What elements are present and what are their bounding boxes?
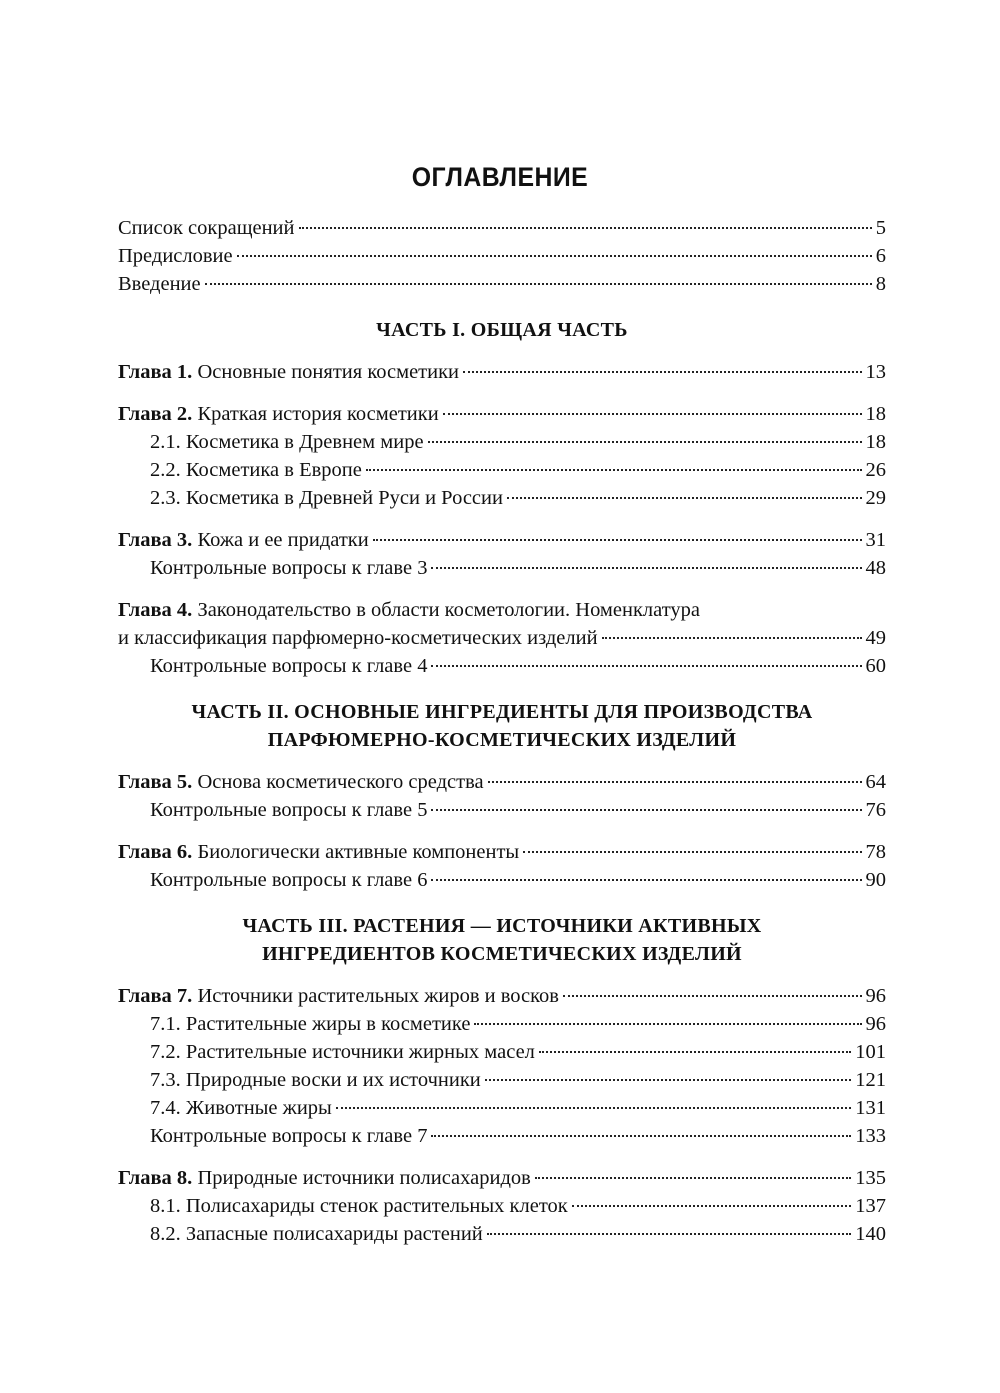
toc-entry-label xyxy=(118,526,369,554)
part-heading-line: ЧАСТЬ III. РАСТЕНИЯ — ИСТОЧНИКИ АКТИВНЫХ xyxy=(242,915,762,937)
page-number: 137 xyxy=(855,1195,886,1217)
page-number: 96 xyxy=(865,985,886,1007)
page-number: 90 xyxy=(865,869,886,891)
page-number: 64 xyxy=(865,771,886,793)
toc-entry-label: 2.2. Косметика в Европе xyxy=(150,459,362,481)
dot-leader xyxy=(336,1107,851,1109)
dot-leader xyxy=(602,637,862,639)
part-heading xyxy=(118,698,886,754)
page-number: 96 xyxy=(865,1013,886,1035)
toc-entry-label: Контрольные вопросы к главе 5 xyxy=(150,799,428,821)
toc-entry-label xyxy=(118,982,559,1010)
toc-entry-label xyxy=(118,358,459,386)
chapter-title: Источники растительных жиров и восков xyxy=(192,985,559,1007)
toc-entry-label xyxy=(118,624,598,652)
toc-entry-label: 7.3. Природные воски и их источники xyxy=(150,1069,481,1091)
page-number: 6 xyxy=(875,245,886,267)
page-number: 101 xyxy=(855,1041,886,1063)
toc-entry-label xyxy=(118,596,886,624)
page-number: 133 xyxy=(855,1125,886,1147)
toc-entry-section[interactable] xyxy=(118,1010,886,1038)
page-title: ОГЛАВЛЕНИЕ xyxy=(411,162,589,192)
chapter-number: Глава 8. xyxy=(118,1167,193,1189)
toc-entry-chapter[interactable] xyxy=(118,400,886,428)
dot-leader xyxy=(539,1051,851,1053)
chapter-number: Глава 6. xyxy=(118,841,193,863)
page-number: 135 xyxy=(855,1167,886,1189)
toc-entry-label: 7.1. Растительные жиры в косметике xyxy=(150,1013,471,1035)
chapter-title: Законодательство в области косметологии. Номенклатура xyxy=(192,599,701,621)
dot-leader xyxy=(205,283,872,285)
part-heading-line: ИНГРЕДИЕНТОВ КОСМЕТИЧЕСКИХ ИЗДЕЛИЙ xyxy=(262,943,742,965)
toc-entry-front[interactable] xyxy=(118,214,886,242)
page-number: 18 xyxy=(865,403,886,425)
page-number: 18 xyxy=(865,431,886,453)
part-heading-line: ПАРФЮМЕРНО-КОСМЕТИЧЕСКИХ ИЗДЕЛИЙ xyxy=(267,729,737,751)
page-number: 78 xyxy=(865,841,886,863)
chapter-number: Глава 7. xyxy=(118,985,193,1007)
chapter-title: Основа косметического средства xyxy=(192,771,484,793)
toc-entry-chapter[interactable] xyxy=(118,596,886,624)
dot-leader xyxy=(431,1135,851,1137)
toc-entry-label xyxy=(118,768,484,796)
dot-leader xyxy=(487,1233,851,1235)
toc-entry-label: Предисловие xyxy=(118,245,233,267)
dot-leader xyxy=(431,567,861,569)
page-number: 8 xyxy=(875,273,886,295)
part-heading xyxy=(118,912,886,968)
dot-leader xyxy=(485,1079,851,1081)
toc-entry-label: 8.2. Запасные полисахариды растений xyxy=(150,1223,483,1245)
toc-entry-section[interactable] xyxy=(118,484,886,512)
chapter-number: Глава 1. xyxy=(118,361,193,383)
toc-entry-section[interactable] xyxy=(118,1220,886,1248)
toc-entry-section[interactable] xyxy=(118,866,886,894)
page-number: 49 xyxy=(865,627,886,649)
dot-leader xyxy=(523,851,861,853)
dot-leader xyxy=(535,1177,851,1179)
toc-entry-section[interactable] xyxy=(118,554,886,582)
toc-entry-label: 8.1. Полисахариды стенок растительных клеток xyxy=(150,1195,568,1217)
toc-entry-label: Контрольные вопросы к главе 4 xyxy=(150,655,428,677)
toc-entry-chapter[interactable] xyxy=(118,768,886,796)
toc-entry-chapter[interactable] xyxy=(118,1164,886,1192)
toc-entry-label: 2.3. Косметика в Древней Руси и России xyxy=(150,487,503,509)
toc-entry-label: Контрольные вопросы к главе 3 xyxy=(150,557,428,579)
part-heading xyxy=(118,316,886,344)
toc-entry-section[interactable] xyxy=(118,428,886,456)
toc-entry-section[interactable] xyxy=(118,1066,886,1094)
toc-entry-section[interactable] xyxy=(118,796,886,824)
dot-leader xyxy=(563,995,862,997)
chapter-number: Глава 4. xyxy=(118,599,193,621)
chapter-title-cont: и классификация парфюмерно-косметических изделий xyxy=(118,627,598,649)
chapter-number: Глава 2. xyxy=(118,403,193,425)
page-number: 76 xyxy=(865,799,886,821)
chapter-title: Краткая история косметики xyxy=(192,403,439,425)
toc-entry-label: 2.1. Косметика в Древнем мире xyxy=(150,431,424,453)
toc-entry-label: Введение xyxy=(118,273,201,295)
toc-entry-section[interactable] xyxy=(118,456,886,484)
part-heading-line: ЧАСТЬ I. ОБЩАЯ ЧАСТЬ xyxy=(376,319,628,341)
toc-entry-chapter-cont[interactable] xyxy=(118,624,886,652)
dot-leader xyxy=(237,255,872,257)
chapter-title: Природные источники полисахаридов xyxy=(192,1167,531,1189)
page-number: 60 xyxy=(865,655,886,677)
page-number: 13 xyxy=(865,361,886,383)
dot-leader xyxy=(299,227,872,229)
dot-leader xyxy=(428,441,862,443)
toc-entry-front[interactable] xyxy=(118,242,886,270)
page-number: 121 xyxy=(855,1069,886,1091)
toc-entry-section[interactable] xyxy=(118,1038,886,1066)
page-number: 131 xyxy=(855,1097,886,1119)
toc-entry-section[interactable] xyxy=(118,652,886,680)
dot-leader xyxy=(431,809,861,811)
chapter-number: Глава 5. xyxy=(118,771,193,793)
toc-entry-section[interactable] xyxy=(118,1094,886,1122)
toc-entry-label: Список сокращений xyxy=(118,217,295,239)
dot-leader xyxy=(431,665,861,667)
chapter-title: Основные понятия косметики xyxy=(192,361,460,383)
dot-leader xyxy=(572,1205,852,1207)
page-number: 29 xyxy=(865,487,886,509)
page-number: 5 xyxy=(875,217,886,239)
toc-entry-label: 7.2. Растительные источники жирных масел xyxy=(150,1041,535,1063)
toc-entry-label xyxy=(118,1164,531,1192)
toc-entry-chapter[interactable] xyxy=(118,358,886,386)
dot-leader xyxy=(431,879,861,881)
dot-leader xyxy=(463,371,861,373)
chapter-title: Биологически активные компоненты xyxy=(192,841,520,863)
toc-entry-label: 7.4. Животные жиры xyxy=(150,1097,332,1119)
toc-entry-chapter[interactable] xyxy=(118,982,886,1010)
table-of-contents xyxy=(118,214,886,1248)
toc-entry-section[interactable] xyxy=(118,1122,886,1150)
toc-entry-front[interactable] xyxy=(118,270,886,298)
page-number: 26 xyxy=(865,459,886,481)
dot-leader xyxy=(373,539,862,541)
toc-entry-label xyxy=(118,838,519,866)
dot-leader xyxy=(507,497,862,499)
page-number: 48 xyxy=(865,557,886,579)
dot-leader xyxy=(474,1023,861,1025)
dot-leader xyxy=(443,413,862,415)
toc-entry-label xyxy=(118,400,439,428)
part-heading-line: ЧАСТЬ II. ОСНОВНЫЕ ИНГРЕДИЕНТЫ ДЛЯ ПРОИЗВОДСТВА xyxy=(191,701,813,723)
chapter-number: Глава 3. xyxy=(118,529,193,551)
toc-entry-chapter[interactable] xyxy=(118,526,886,554)
page-number: 31 xyxy=(865,529,886,551)
toc-entry-label: Контрольные вопросы к главе 7 xyxy=(150,1125,428,1147)
toc-entry-section[interactable] xyxy=(118,1192,886,1220)
page-number: 140 xyxy=(855,1223,886,1245)
dot-leader xyxy=(366,469,862,471)
toc-entry-chapter[interactable] xyxy=(118,838,886,866)
dot-leader xyxy=(488,781,862,783)
toc-entry-label: Контрольные вопросы к главе 6 xyxy=(150,869,428,891)
chapter-title: Кожа и ее придатки xyxy=(192,529,369,551)
